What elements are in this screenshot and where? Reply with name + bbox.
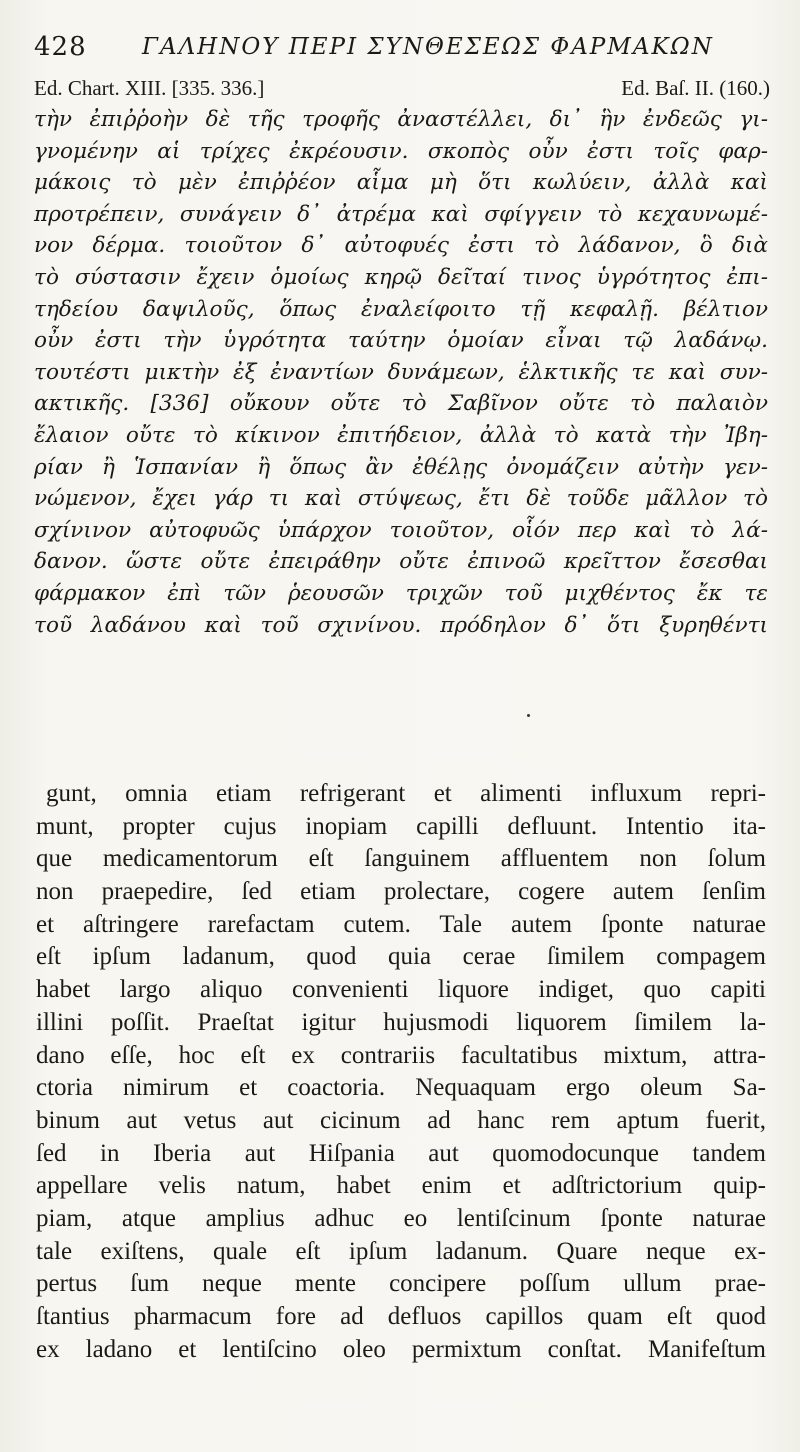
edition-reference-left: Ed. Chart. XIII. [335. 336.] [34,76,265,100]
greek-line: μάκοις τὸ μὲν ἐπιῤῥέον αἷμα μὴ ὅτι κωλύειν, ἀλλὰ καὶ [34,170,768,196]
greek-line: τὴν ἐπιῤῥοὴν δὲ τῆς τροφῆς ἀναστέλλει, δι᾽ ἣν ἐνδεῶς γι- [34,107,768,132]
page-title: ΓΑΛΗΝΟΥ ΠΕΡΙ ΣΥΝΘΕΣΕΩΣ ΦΑΡΜΑΚΩΝ [142,34,714,60]
running-head [34,26,774,66]
greek-line: σχίνινον αὐτοφυῶς ὑπάρχον τοιοῦτον, οἷόν περ καὶ τὸ λά- [34,517,768,543]
latin-line: eſt ipſum ladanum, quod quia cerae ſimilem compagem [36,943,766,971]
greek-line: νώμενον, ἔχει γάρ τι καὶ στύψεως, ἔτι δὲ τοῦδε μᾶλλον τὸ [34,486,768,512]
latin-line: et aſtringere rarefactam cutem. Tale autem ſponte naturae [36,910,766,938]
greek-text-block [34,104,768,641]
latin-line: gunt, omnia etiam refrigerant et alimenti influxum repri- [46,780,766,807]
latin-line: piam, atque amplius adhuc eo lentiſcinum ſponte naturae [36,1204,766,1232]
latin-line: ex ladano et lentiſcino oleo permixtum conſtat. Manifeſtum [36,1335,766,1363]
greek-line: δανον. ὥστε οὔτε ἐπειράθην οὔτε ἐπινοῶ κρεῖττον ἔσεσθαι [34,549,768,575]
latin-line: ſtantius pharmacum fore ad defluos capillos quam eſt quod [36,1303,766,1330]
greek-line: ἔλαιον οὔτε τὸ κίκινον ἐπιτήδειον, ἀλλὰ τὸ κατὰ τὴν Ἰβη- [34,422,768,448]
latin-line: binum aut vetus aut cicinum ad hanc rem aptum fuerit, [36,1106,766,1134]
latin-line: non praepedire, ſed etiam prolectare, cogere autem ſenſim [36,878,766,906]
greek-line: τοῦ λαδάνου καὶ τοῦ σχινίνου. πρόδηλον δ᾽ ὅτι ξυρηθέντι [34,612,768,638]
latin-line: que medicamentorum eſt ſanguinem affluentem non ſolum [36,845,766,873]
greek-line: ακτικῆς. [336] οὔκουν οὔτε τὸ Σαβῖνον οὔτε τὸ παλαιὸν [34,391,768,417]
page-number: 428 [34,32,87,62]
edition-reference-right: Ed. Baſ. II. (160.) [621,76,770,100]
latin-line: appellare velis natum, habet enim et adſtrictorium quip- [36,1172,766,1200]
latin-line: pertus ſum neque mente concipere poſſum ullum prae- [36,1270,766,1298]
latin-line: illini poſſit. Praeſtat igitur hujusmodi liquorem ſimilem la- [36,1008,766,1036]
greek-line: οὖν ἐστι τὴν ὑγρότητα ταύτην ὁμοίαν εἶναι τῷ λαδάνῳ. [34,328,768,354]
greek-line: γνομένην αἱ τρίχες ἐκρέουσιν. σκοπὸς οὖν ἐστι τοῖς φαρ- [34,138,768,164]
greek-line: νον δέρμα. τοιοῦτον δ᾽ αὐτοφυές ἐστι τὸ λάδανον, ὃ διὰ [34,233,768,259]
latin-line: habet largo aliquo convenienti liquore indiget, quo capiti [36,976,766,1004]
greek-line: τὸ σύστασιν ἔχειν ὁμοίως κηρῷ δεῖταί τινος ὑγρότητος ἐπι- [34,264,768,290]
latin-line: tale exiſtens, quale eſt ipſum ladanum. Quare neque ex- [36,1237,766,1265]
latin-line: dano eſſe, hoc eſt ex contrariis facultatibus mixtum, attra- [36,1041,766,1069]
greek-line: φάρμακον ἐπὶ τῶν ῥεουσῶν τριχῶν τοῦ μιχθέντος ἔκ τε [34,580,768,606]
greek-line: προτρέπειν, συνάγειν δ᾽ ἀτρέμα καὶ σφίγγειν τὸ κεχαυνωμέ- [34,201,768,227]
greek-line: τουτέστι μικτὴν ἐξ ἐναντίων δυνάμεων, ἑλκτικῆς τε καὶ συν- [34,359,768,385]
print-speck [527,714,530,717]
greek-line: ρίαν ἢ Ἱσπανίαν ἢ ὅπως ἂν ἐθέλῃς ὀνομάζειν αὐτὴν γεν- [34,454,768,480]
greek-line: τηδείου δαψιλοῦς, ὅπως ἐναλείφοιτο τῇ κεφαλῇ. βέλτιον [34,296,768,322]
latin-line: munt, propter cujus inopiam capilli defluunt. Intentio ita- [36,812,766,840]
latin-line: ctoria nimirum et coactoria. Nequaquam ergo oleum Sa- [36,1074,766,1102]
latin-line: ſed in Iberia aut Hiſpania aut quomodocunque tandem [36,1139,766,1167]
latin-text-block [36,778,766,1366]
